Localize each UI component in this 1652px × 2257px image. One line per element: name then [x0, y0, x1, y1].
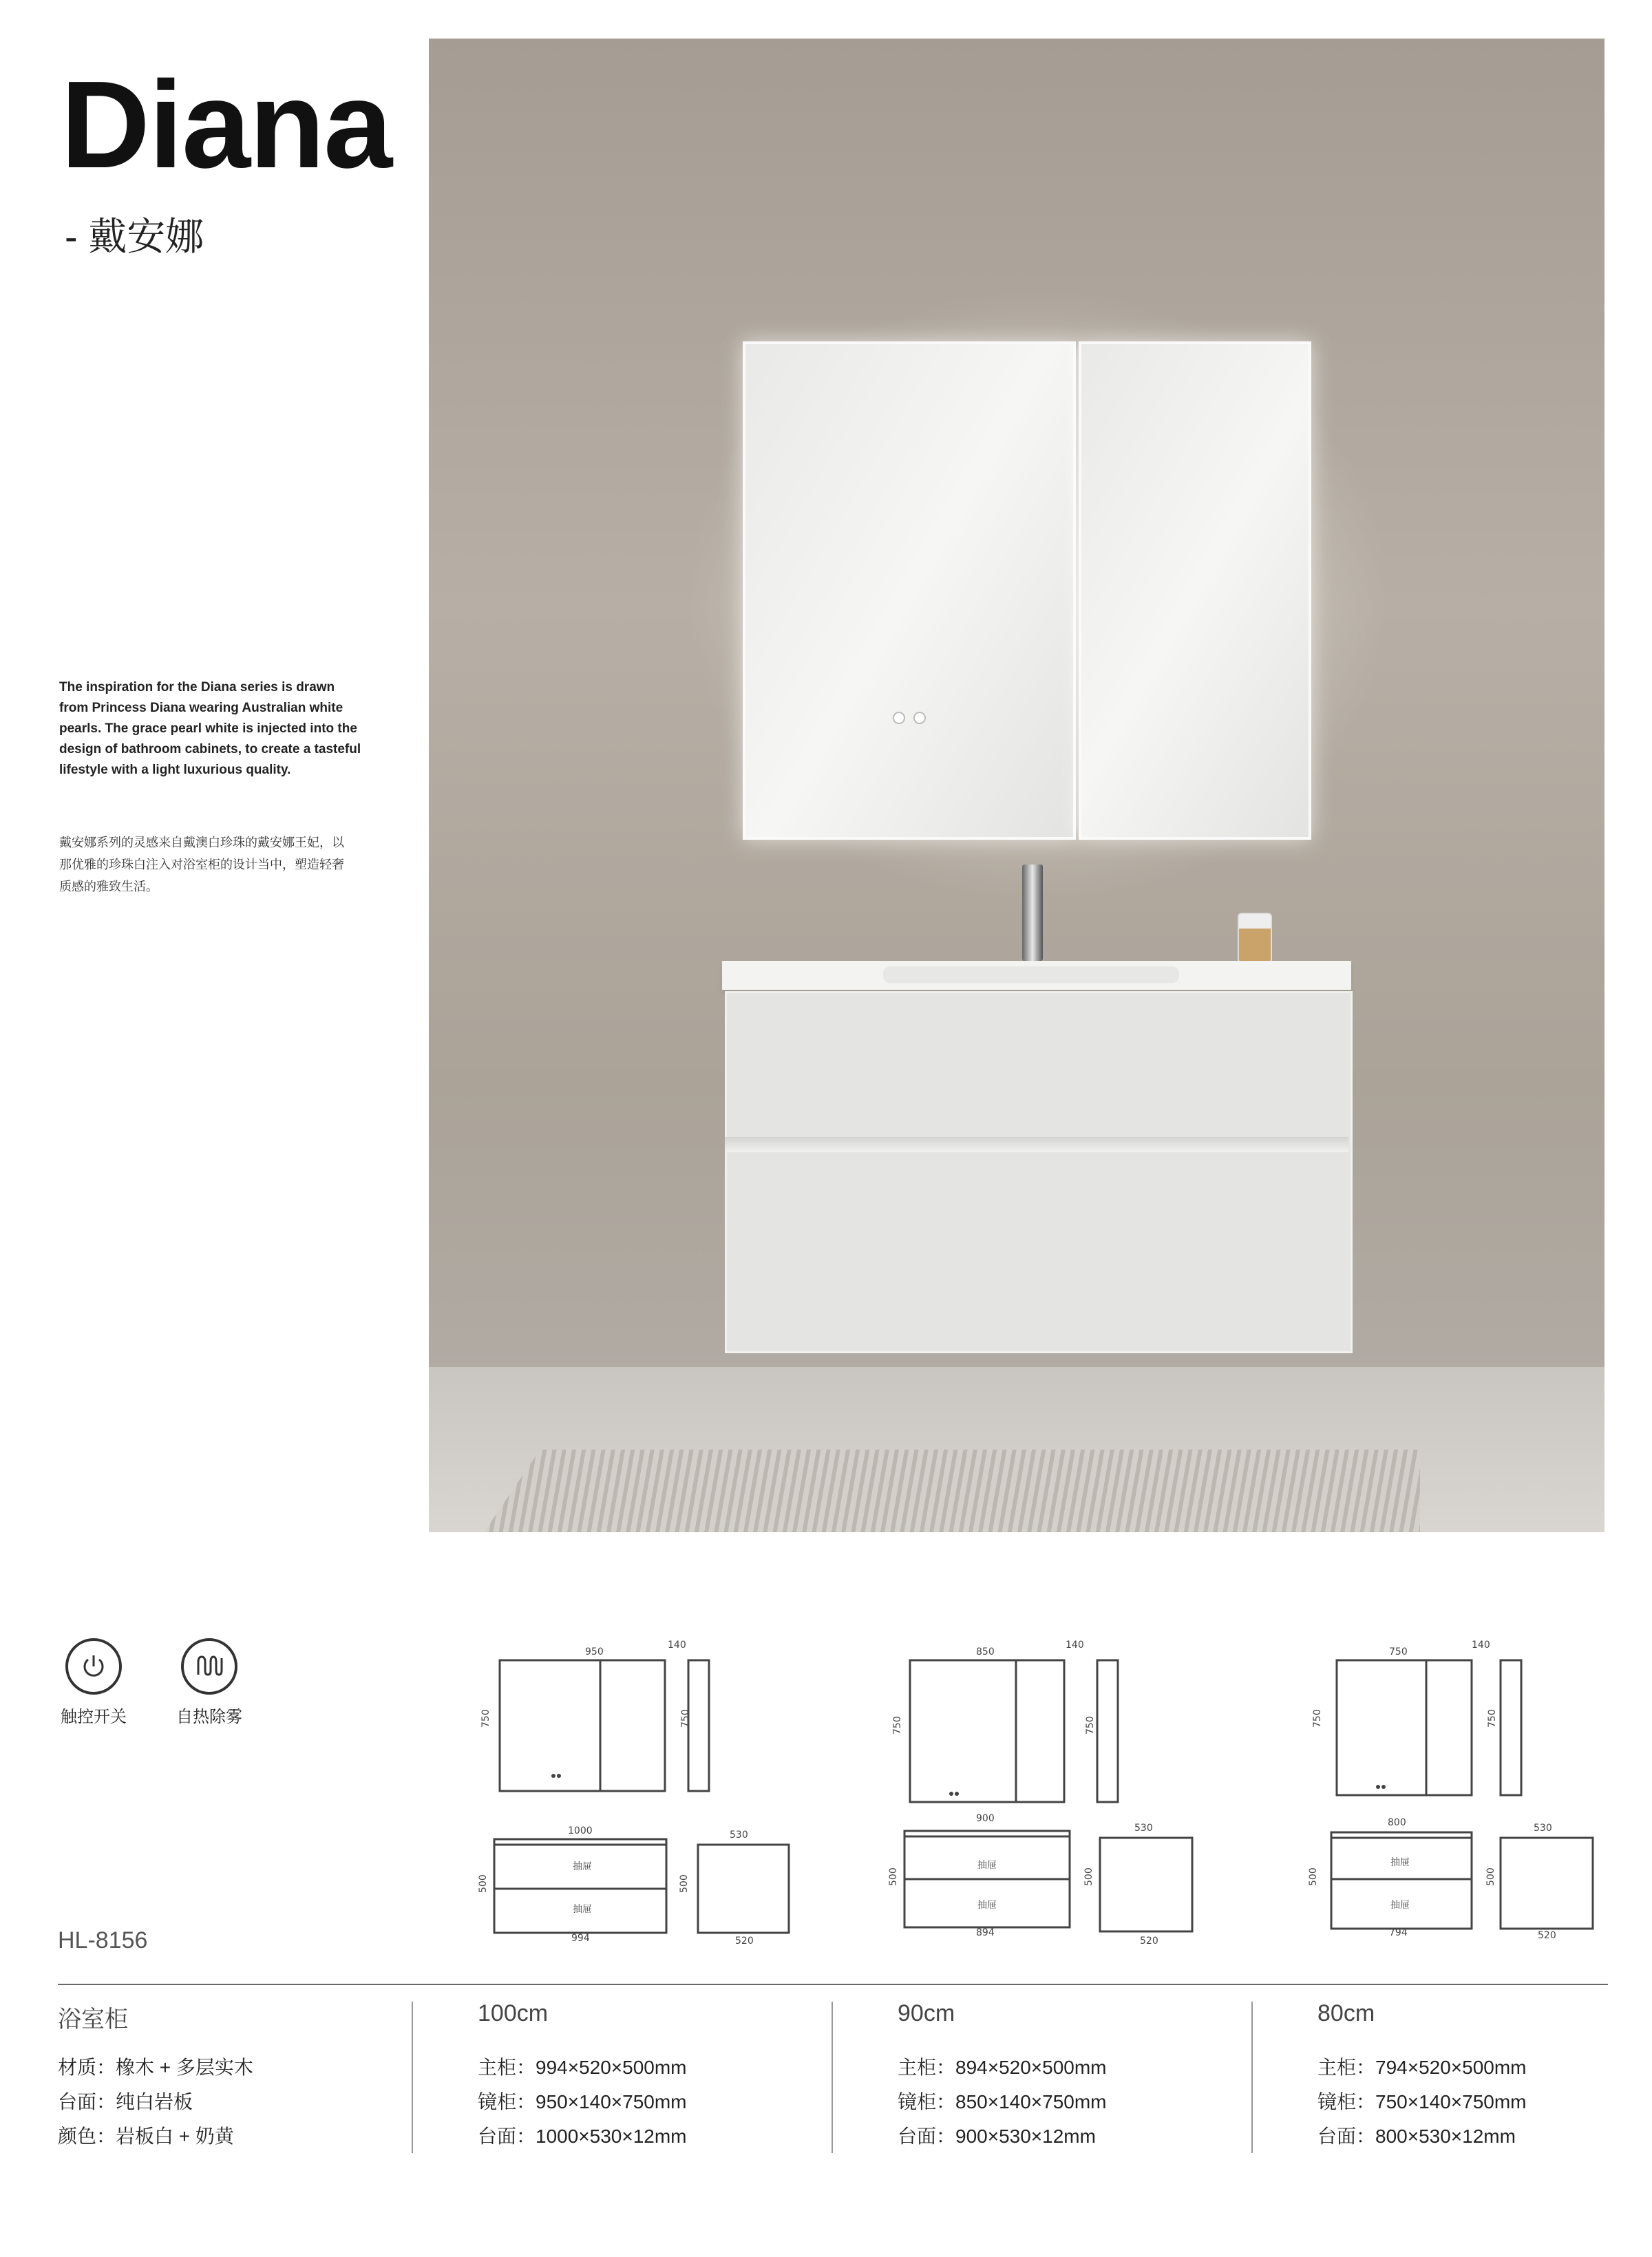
- dim-mirror-depth: 140: [668, 1640, 686, 1651]
- dim-mirror-depth: 140: [1472, 1640, 1490, 1651]
- rug: [484, 1450, 1420, 1532]
- power-icon: [65, 1638, 122, 1695]
- dim-mirror-height-side: 750: [1085, 1716, 1096, 1735]
- dim-cab-width: 794: [1389, 1927, 1408, 1938]
- size-countertop: 台面：1000×530×12mm: [478, 2126, 687, 2147]
- touch-sensor-icon: [893, 712, 905, 724]
- perfume-bottle: [1238, 913, 1272, 964]
- dim-cab-height-side: 500: [679, 1874, 690, 1893]
- dim-top-depth: 530: [1534, 1823, 1552, 1834]
- dim-cab-depth: 520: [735, 1936, 754, 1947]
- dim-cab-height: 500: [478, 1874, 489, 1893]
- mirror-cabinet-right-door: [1079, 341, 1311, 840]
- size-mirror-cabinet: 镜柜：950×140×750mm: [478, 2091, 687, 2112]
- touch-sensor-icon: [913, 712, 926, 724]
- drawer-gap: [725, 1137, 1348, 1152]
- dim-mirror-width: 850: [976, 1646, 995, 1657]
- dim-mirror-width: 750: [1389, 1646, 1408, 1657]
- column-divider: [1251, 2002, 1253, 2153]
- dim-mirror-height-side: 750: [1487, 1709, 1498, 1728]
- faucet: [1022, 865, 1043, 961]
- size-main-cabinet: 主柜：994×520×500mm: [478, 2057, 687, 2078]
- feature-label: 自热除雾: [176, 1708, 242, 1726]
- mirror-cabinet-left-door: [743, 341, 1076, 840]
- dim-top-width: 900: [976, 1813, 995, 1824]
- drawer-label: 抽屉: [1390, 1900, 1410, 1911]
- drawing-80cm: [1306, 1638, 1623, 1955]
- feature-touch-switch: [39, 1638, 149, 1727]
- size-main-cabinet: 主柜：894×520×500mm: [898, 2057, 1107, 2078]
- size-main-cabinet: 主柜：794×520×500mm: [1317, 2057, 1527, 2078]
- dim-mirror-height: 750: [892, 1716, 903, 1735]
- feature-defog: [154, 1638, 264, 1727]
- spec-countertop: 台面：纯白岩板: [58, 2091, 193, 2112]
- intro-chinese: 戴安娜系列的灵感来自戴澳白珍珠的戴安娜王妃，以那优雅的珍珠白注入对浴室柜的设计当中，塑造轻奢质感的雅致生活。: [59, 836, 344, 893]
- feature-label: 触控开关: [61, 1708, 127, 1726]
- drawer-label: 抽屉: [977, 1900, 997, 1911]
- drawer-label: 抽屉: [1390, 1857, 1410, 1868]
- drawing-100cm: [478, 1638, 798, 1955]
- model-number: HL-8156: [58, 1927, 148, 1953]
- dim-cab-width: 994: [571, 1933, 590, 1944]
- column-divider: [412, 2002, 413, 2153]
- spec-color: 颜色：岩板白 + 奶黄: [58, 2126, 234, 2147]
- spec-material: 材质：橡木 + 多层实木: [58, 2057, 253, 2078]
- size-mirror-cabinet: 镜柜：850×140×750mm: [898, 2091, 1107, 2112]
- dim-top-width: 1000: [568, 1825, 593, 1836]
- page-subtitle: - 戴安娜: [65, 215, 204, 258]
- dim-top-depth: 530: [1134, 1823, 1153, 1834]
- spec-category: 浴室柜: [58, 2006, 128, 2033]
- dim-cab-height-side: 500: [1485, 1867, 1496, 1886]
- dim-cab-depth: 520: [1538, 1930, 1556, 1941]
- dim-mirror-depth: 140: [1066, 1640, 1084, 1651]
- defog-icon: [181, 1638, 237, 1695]
- dim-top-depth: 530: [730, 1830, 748, 1841]
- size-heading: 80cm: [1317, 2000, 1375, 2026]
- vanity-cabinet: [725, 991, 1353, 1353]
- page-title: Diana: [61, 56, 392, 194]
- drawer-label: 抽屉: [977, 1860, 997, 1871]
- drawing-90cm: [887, 1638, 1203, 1955]
- size-countertop: 台面：800×530×12mm: [1317, 2126, 1516, 2147]
- size-countertop: 台面：900×530×12mm: [898, 2126, 1096, 2147]
- dim-cab-height-side: 500: [1083, 1867, 1094, 1886]
- dim-mirror-height: 750: [480, 1709, 491, 1728]
- dim-cab-height: 500: [1308, 1867, 1319, 1886]
- divider-line: [58, 1984, 1608, 1985]
- basin: [883, 966, 1179, 983]
- dim-mirror-height: 750: [1312, 1709, 1323, 1728]
- dim-top-width: 800: [1388, 1817, 1406, 1828]
- intro-english: The inspiration for the Diana series is drawn from Princess Diana wearing Australian white pearls. The grace pearl white is injected into the design of bathroom cabinets, to create a tasteful lifestyle with a light luxurious quality.: [59, 680, 361, 777]
- dim-mirror-width: 950: [585, 1646, 604, 1657]
- size-heading: 90cm: [898, 2000, 955, 2026]
- dim-cab-height: 500: [888, 1867, 899, 1886]
- size-heading: 100cm: [478, 2000, 549, 2026]
- dim-cab-depth: 520: [1140, 1936, 1158, 1947]
- column-divider: [832, 2002, 833, 2153]
- drawer-label: 抽屉: [573, 1904, 592, 1915]
- drawer-label: 抽屉: [573, 1861, 592, 1872]
- size-mirror-cabinet: 镜柜：750×140×750mm: [1317, 2091, 1527, 2112]
- dim-cab-width: 894: [976, 1927, 995, 1938]
- dim-mirror-height-side: 750: [680, 1709, 691, 1728]
- product-photo: [429, 39, 1605, 1532]
